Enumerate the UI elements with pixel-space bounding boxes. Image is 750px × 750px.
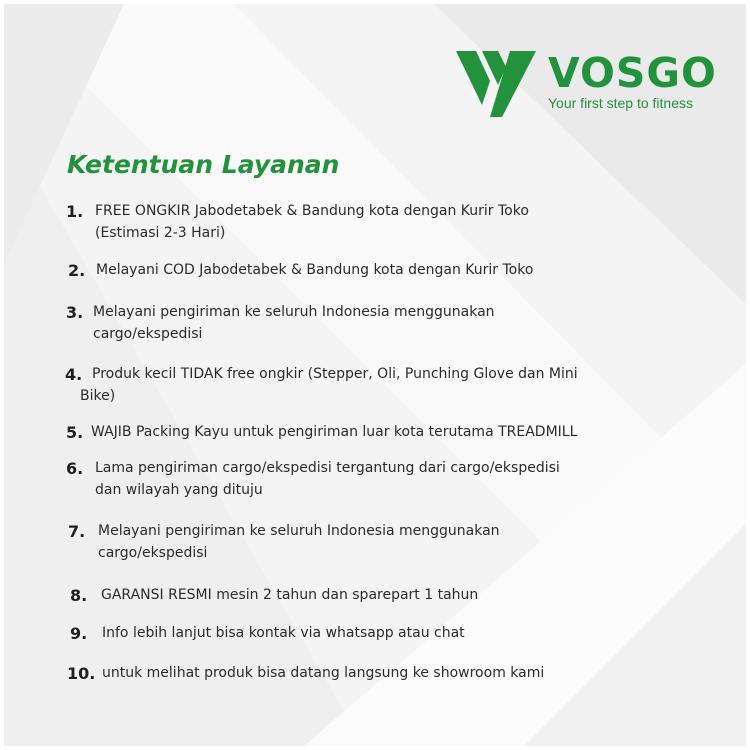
- item-text: Lama pengiriman cargo/ekspedisi tergantung dari cargo/ekspedisi: [95, 460, 560, 476]
- item-text: untuk melihat produk bisa datang langsung ke showroom kami: [102, 665, 545, 681]
- item-number: 9.: [70, 624, 88, 643]
- item-text: WAJIB Packing Kayu untuk pengiriman luar kota terutama TREADMILL: [91, 424, 578, 440]
- item-number: 8.: [70, 586, 88, 605]
- item-number: 7.: [68, 522, 86, 541]
- item-text: Melayani pengiriman ke seluruh Indonesia menggunakan: [98, 523, 500, 539]
- item-number: 4.: [65, 365, 83, 384]
- vosgo-logo-mark-icon: [456, 47, 538, 119]
- item-text-cont: Bike): [80, 388, 116, 404]
- item-text: Melayani COD Jabodetabek & Bandung kota dengan Kurir Toko: [96, 262, 534, 278]
- item-text: FREE ONGKIR Jabodetabek & Bandung kota dengan Kurir Toko: [95, 203, 529, 219]
- item-number: 1.: [66, 202, 84, 221]
- service-terms-card: [4, 4, 746, 746]
- item-text: Produk kecil TIDAK free ongkir (Stepper, Oli, Punching Glove dan Mini: [92, 366, 578, 382]
- vosgo-logo: [456, 47, 726, 119]
- item-text-cont: (Estimasi 2-3 Hari): [95, 225, 226, 241]
- item-number: 6.: [66, 459, 84, 478]
- item-text: Info lebih lanjut bisa kontak via whatsapp atau chat: [102, 625, 465, 641]
- item-text-cont: cargo/ekspedisi: [98, 545, 208, 561]
- page-title: Ketentuan Layanan: [67, 150, 340, 179]
- brand-name: VOSGO: [548, 49, 717, 97]
- item-number: 10.: [67, 664, 96, 683]
- item-number: 3.: [66, 303, 84, 322]
- item-text-cont: cargo/ekspedisi: [93, 326, 203, 342]
- item-text-cont: dan wilayah yang dituju: [95, 482, 263, 498]
- item-text: GARANSI RESMI mesin 2 tahun dan sparepart 1 tahun: [101, 587, 479, 603]
- item-number: 5.: [66, 423, 84, 442]
- brand-tagline: Your first step to fitness: [548, 95, 693, 111]
- item-text: Melayani pengiriman ke seluruh Indonesia menggunakan: [93, 304, 495, 320]
- item-number: 2.: [68, 261, 86, 280]
